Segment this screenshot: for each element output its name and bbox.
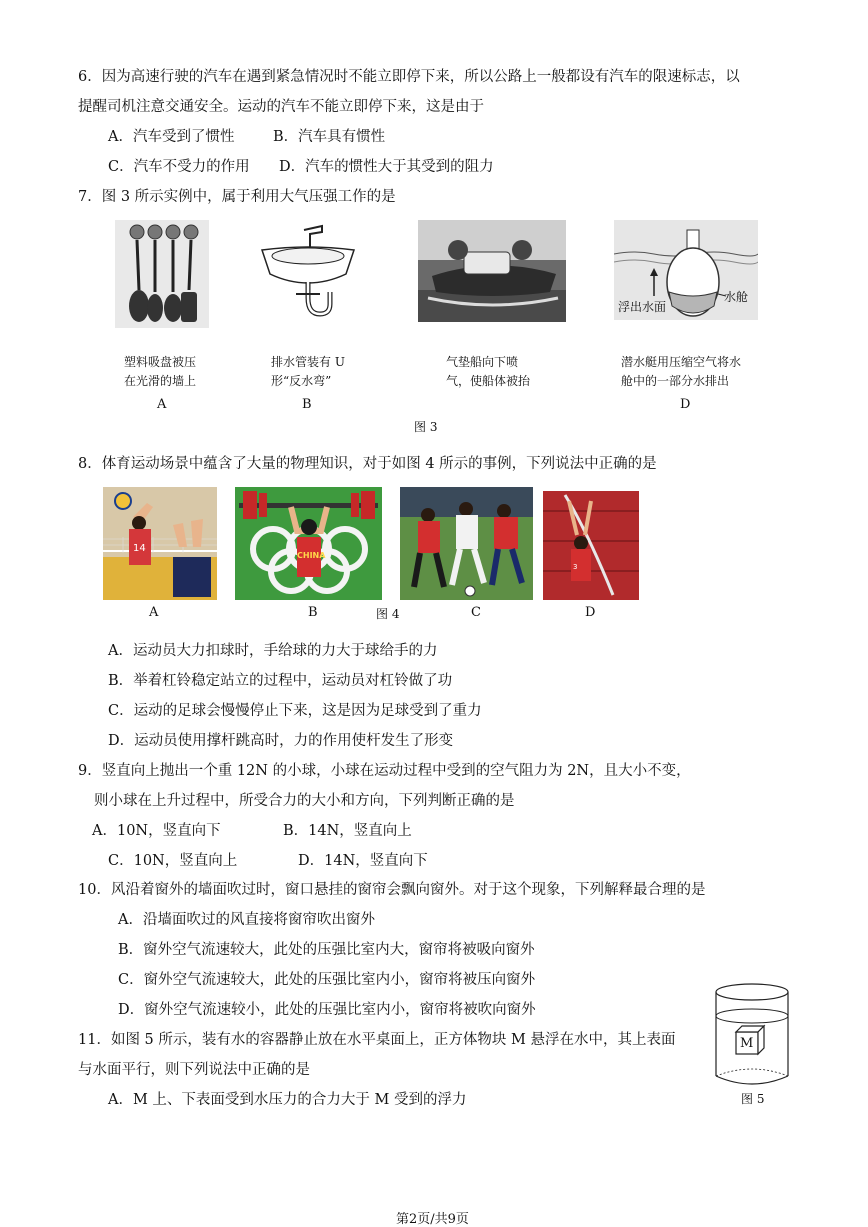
cube-m-label: M	[740, 1036, 754, 1051]
q8-letter-a: A	[149, 605, 159, 620]
q7-letter-d: D	[680, 397, 691, 412]
q6-stem-line1: 6．因为高速行驶的汽车在遇到紧急情况时不能立即停下来，所以公路上一般都设有汽车的限速标志，以	[78, 69, 740, 85]
q7-caption-d-line1: 潜水艇用压缩空气将水	[621, 355, 742, 369]
q10-option-b: B．窗外空气流速较大，此处的压强比室内大，窗帘将被吸向窗外	[118, 942, 535, 958]
q10-option-d: D．窗外空气流速较小，此处的压强比室内小，窗帘将被吹向窗外	[118, 1002, 536, 1018]
container-cube-diagram	[712, 980, 792, 1090]
q8-option-c: C．运动的足球会慢慢停止下来，这是因为足球受到了重力	[108, 703, 482, 719]
q9-option-b: B．14N，竖直向上	[283, 823, 412, 839]
q8-stem: 8．体育运动场景中蕴含了大量的物理知识，对于如图 4 所示的事例，下列说法中正确的是	[78, 456, 657, 472]
volleyball-spike-image	[103, 487, 217, 600]
q8-figure-caption: 图 4	[376, 607, 400, 621]
q8-letter-c: C	[471, 605, 481, 620]
q10-option-a: A．沿墙面吹过的风直接将窗帘吹出窗外	[118, 912, 375, 928]
q6-option-d: D．汽车的惯性大于其受到的阻力	[279, 159, 494, 175]
china-jersey-text: CHINA	[297, 551, 326, 560]
q6-option-b: B．汽车具有惯性	[273, 129, 386, 145]
q11-stem-line2: 与水面平行，则下列说法中正确的是	[78, 1062, 310, 1078]
q10-stem: 10．风沿着窗外的墙面吹过时，窗口悬挂的窗帘会飘向窗外。对于这个现象，下列解释最合理的是	[78, 882, 706, 898]
q11-option-a: A．M 上、下表面受到水压力的合力大于 M 受到的浮力	[108, 1092, 467, 1108]
q9-stem-line2: 则小球在上升过程中，所受合力的大小和方向，下列判断正确的是	[94, 793, 515, 809]
q7-letter-b: B	[302, 397, 312, 412]
q7-figure-caption: 图 3	[414, 420, 438, 434]
q8-letter-b: B	[308, 605, 318, 620]
pole-vault-image	[543, 491, 639, 600]
hovercraft-image	[418, 220, 566, 322]
svg-text:3: 3	[573, 563, 578, 571]
q7-letter-a: A	[157, 397, 167, 412]
football-players-image	[400, 487, 533, 600]
q6-option-a: A．汽车受到了惯性	[108, 129, 235, 145]
q6-option-c: C．汽车不受力的作用	[108, 159, 250, 175]
q9-option-a: A．10N，竖直向下	[92, 823, 221, 839]
label-float-surface: 浮出水面	[618, 300, 667, 314]
suction-hook-ladles-image	[115, 220, 209, 328]
q7-caption-b-line2: 形“反水弯”	[271, 374, 332, 388]
q7-caption-c-line1: 气垫船向下喷	[446, 355, 519, 369]
q8-option-b: B．举着杠铃稳定站立的过程中，运动员对杠铃做了功	[108, 673, 453, 689]
page-number: 第2页/共9页	[396, 1212, 469, 1227]
weightlifting-image	[235, 487, 382, 600]
svg-text:14: 14	[133, 543, 146, 554]
q7-caption-a-line2: 在光滑的墙上	[124, 374, 197, 388]
q9-option-c: C．10N，竖直向上	[108, 853, 238, 869]
q9-stem-line1: 9．竖直向上抛出一个重 12N 的小球，小球在运动过程中受到的空气阻力为 2N，且大小不变，	[78, 763, 691, 779]
q7-caption-d-line2: 舱中的一部分水排出	[621, 374, 730, 388]
q8-option-d: D．运动员使用撑杆跳高时，力的作用使杆发生了形变	[108, 733, 454, 749]
q8-option-a: A．运动员大力扣球时，手给球的力大于球给手的力	[108, 643, 438, 659]
label-water-tank: 水舱	[724, 290, 749, 304]
q9-option-d: D．14N，竖直向下	[298, 853, 428, 869]
sink-u-trap-image	[258, 222, 358, 328]
q10-option-c: C．窗外空气流速较大，此处的压强比室内小，窗帘将被压向窗外	[118, 972, 536, 988]
q8-letter-d: D	[585, 605, 596, 620]
q6-stem-line2: 提醒司机注意交通安全。运动的汽车不能立即停下来，这是由于	[78, 99, 484, 115]
q11-stem-line1: 11．如图 5 所示，装有水的容器静止放在水平桌面上，正方体物块 M 悬浮在水中，其上表面	[78, 1032, 676, 1048]
submarine-diagram-image	[614, 220, 758, 320]
q7-stem: 7．图 3 所示实例中，属于利用大气压强工作的是	[78, 189, 396, 205]
q11-figure-caption: 图 5	[741, 1092, 765, 1106]
q7-caption-a-line1: 塑料吸盘被压	[124, 355, 197, 369]
q7-caption-b-line1: 排水管装有 U	[271, 355, 345, 369]
q7-caption-c-line2: 气，使船体被抬	[446, 374, 531, 388]
